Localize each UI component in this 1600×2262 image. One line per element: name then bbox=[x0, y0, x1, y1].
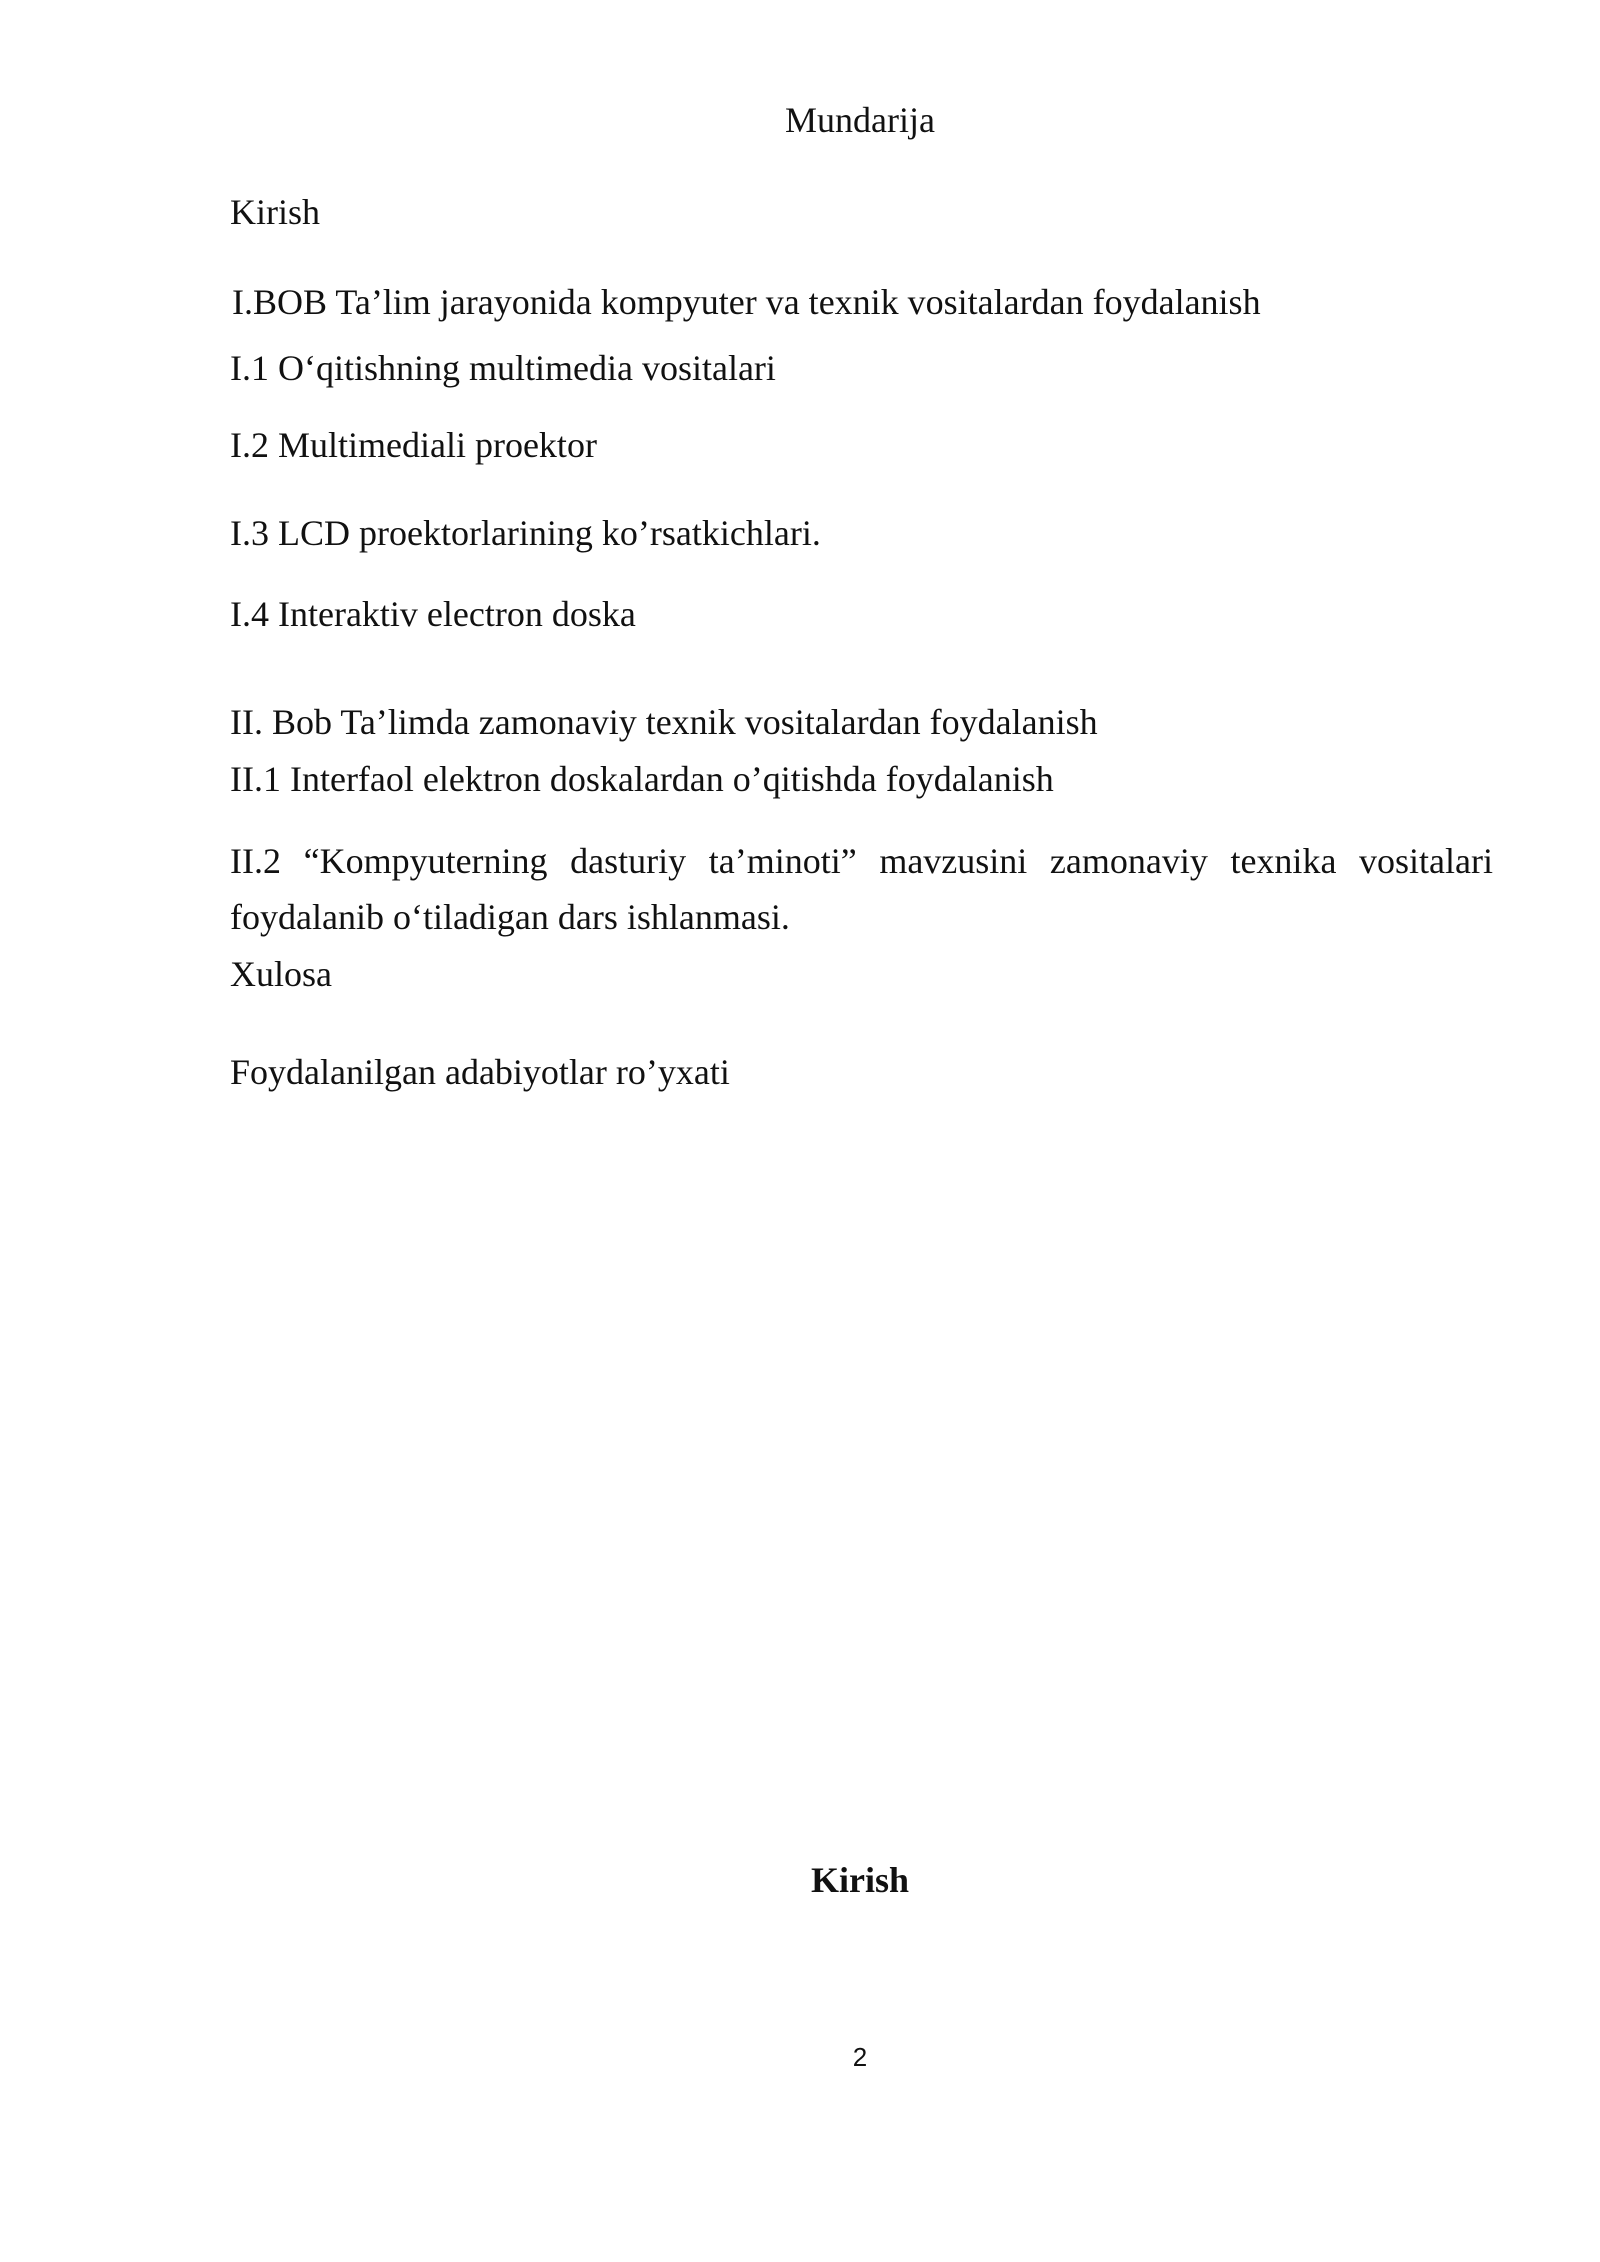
page-title: Mundarija bbox=[785, 100, 935, 140]
toc-item-references: Foydalanilgan adabiyotlar ro’yxati bbox=[230, 1052, 730, 1092]
toc-item-2-1: II.1 Interfaol elektron doskalardan o’qitishda foydalanish bbox=[230, 759, 1054, 799]
toc-item-conclusion: Xulosa bbox=[230, 954, 332, 994]
toc-item-1-3: I.3 LCD proektorlarining ko’rsatkichlari. bbox=[230, 513, 821, 553]
section-title: Kirish bbox=[810, 1860, 909, 1900]
toc-item-chapter-2: II. Bob Ta’limda zamonaviy texnik vositalardan foydalanish bbox=[230, 702, 1098, 742]
page-number: 2 bbox=[852, 2042, 868, 2072]
toc-item-1-4: I.4 Interaktiv electron doska bbox=[230, 594, 636, 634]
toc-item-1-2: I.2 Multimediali proektor bbox=[230, 425, 597, 465]
toc-item-chapter-1: I.BOB Ta’lim jarayonida kompyuter va texnik vositalardan foydalanish bbox=[232, 282, 1261, 322]
toc-item-introduction: Kirish bbox=[230, 192, 320, 232]
toc-item-2-2: II.2 “Kompyuterning dasturiy ta’minoti” mavzusini zamonaviy texnika vositalari foydalanib o‘tiladigan dars ishlanmasi. bbox=[230, 841, 1493, 937]
toc-item-1-1: I.1 O‘qitishning multimedia vositalari bbox=[230, 348, 776, 388]
